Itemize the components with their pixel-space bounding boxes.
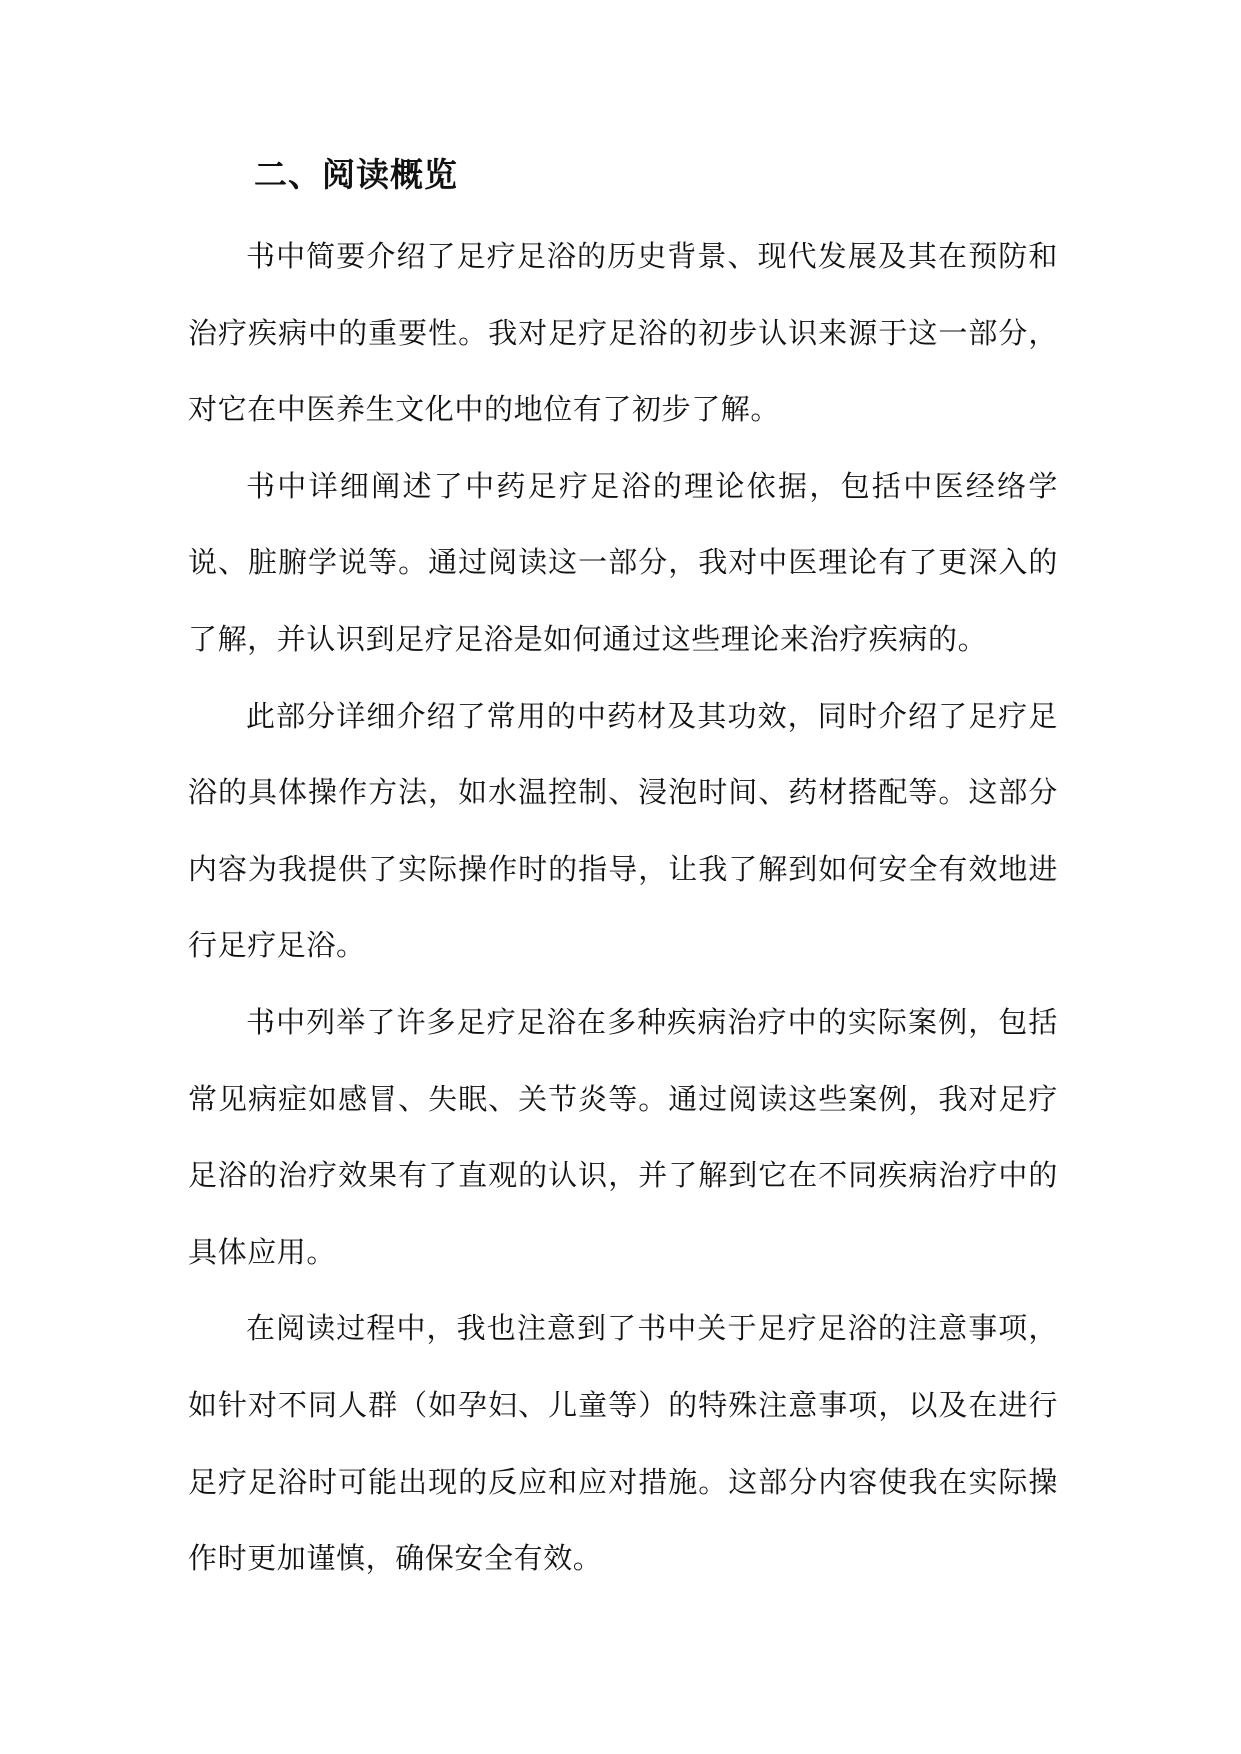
paragraph-precautions: 在阅读过程中，我也注意到了书中关于足疗足浴的注意事项，如针对不同人群（如孕妇、儿童等）的特殊注意事项，以及在进行足疗足浴时可能出现的反应和应对措施。这部分内容使我在实际操作时更加谨慎，确保安全有效。 — [188, 1311, 1058, 1576]
paragraph-cases: 书中列举了许多足疗足浴在多种疾病治疗中的实际案例，包括常见病症如感冒、失眠、关节炎等。通过阅读这些案例，我对足疗足浴的治疗效果有了直观的认识，并了解到它在不同疾病治疗中的具体应用。 — [188, 1004, 1058, 1269]
document-body — [188, 140, 1058, 1597]
section-heading: 二、阅读概览 — [254, 155, 458, 194]
paragraph-theory: 书中详细阐述了中药足疗足浴的理论依据，包括中医经络学说、脏腑学说等。通过阅读这一部分，我对中医理论有了更深入的了解，并认识到足疗足浴是如何通过这些理论来治疗疾病的。 — [188, 468, 1058, 656]
paragraph-history: 书中简要介绍了足疗足浴的历史背景、现代发展及其在预防和治疗疾病中的重要性。我对足疗足浴的初步认识来源于这一部分，对它在中医养生文化中的地位有了初步了解。 — [188, 239, 1058, 427]
paragraph-methods: 此部分详细介绍了常用的中药材及其功效，同时介绍了足疗足浴的具体操作方法，如水温控制、浸泡时间、药材搭配等。这部分内容为我提供了实际操作时的指导，让我了解到如何安全有效地进行足疗足浴。 — [188, 698, 1058, 963]
